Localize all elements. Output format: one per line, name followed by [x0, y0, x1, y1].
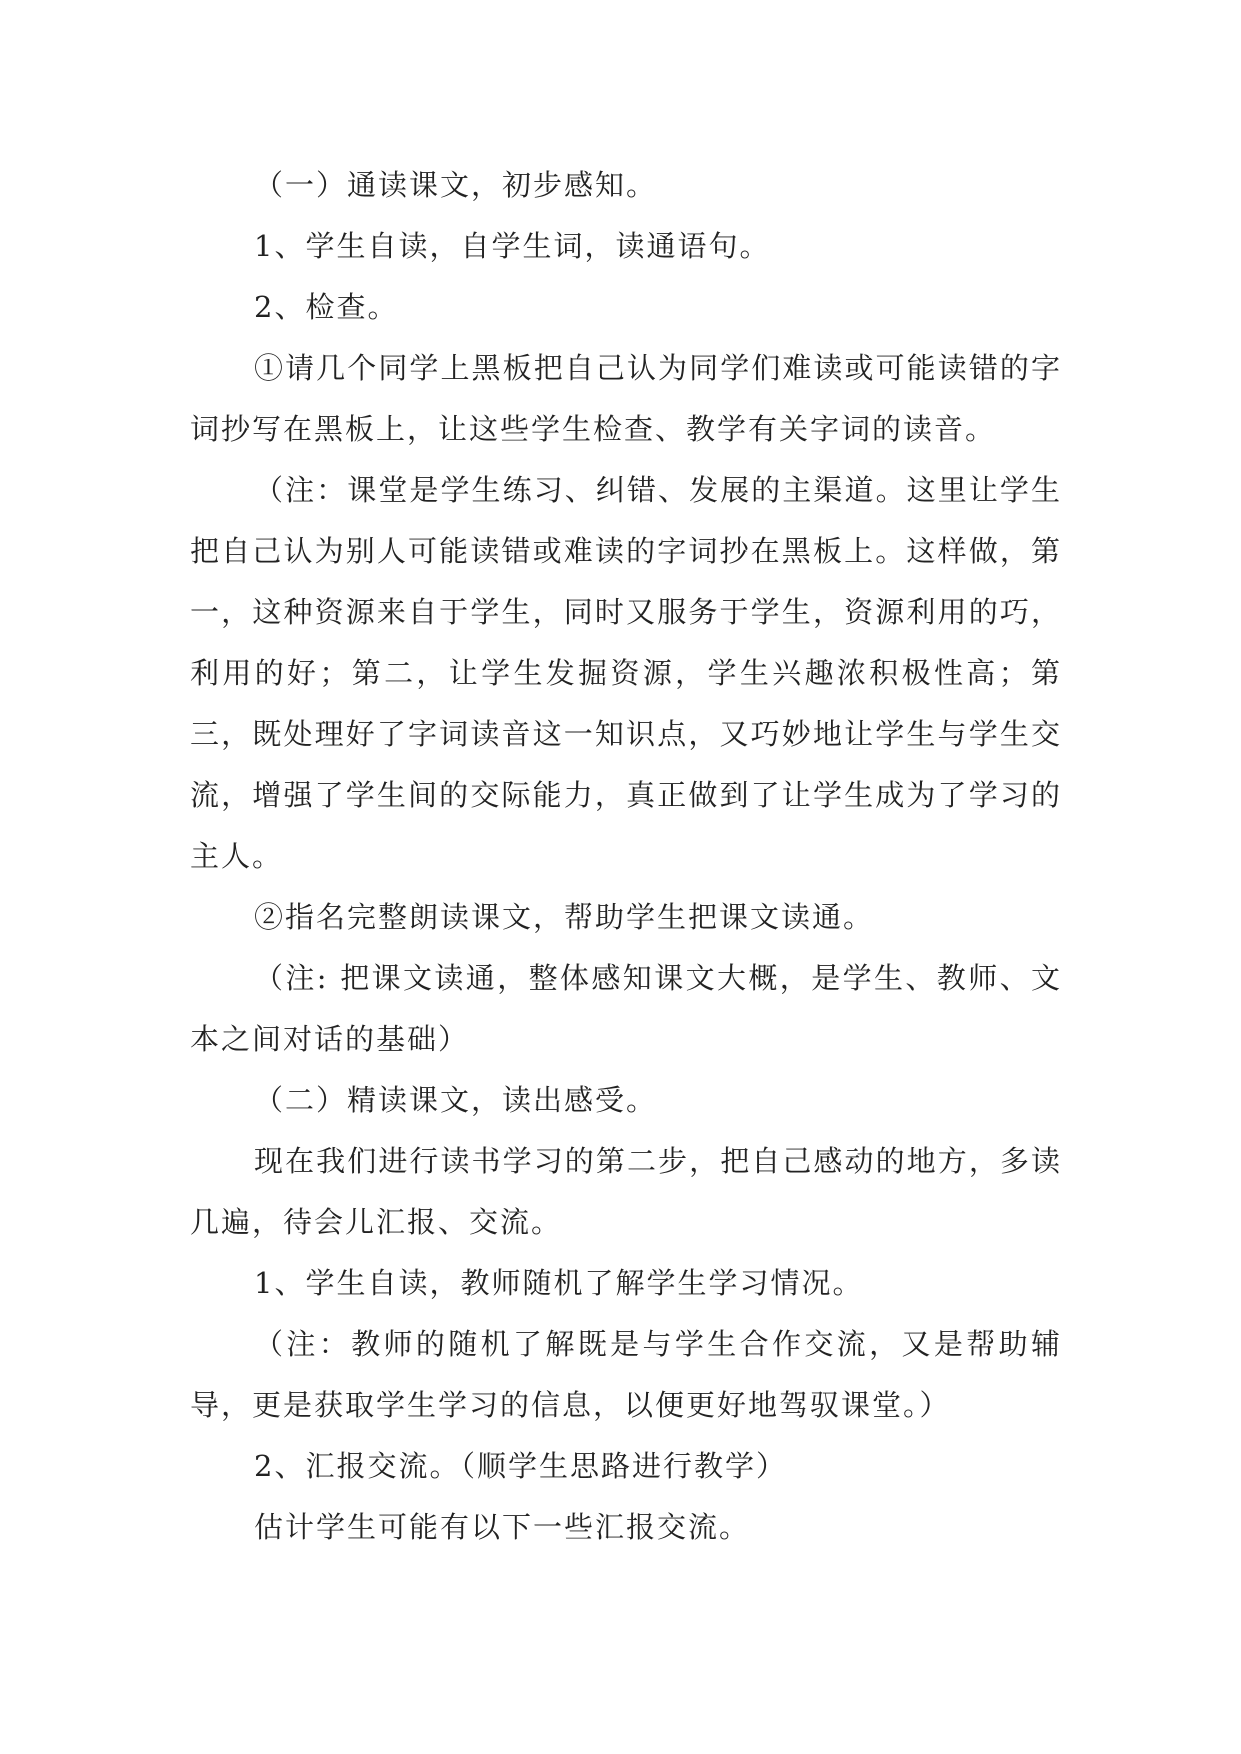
paragraph-step-2-report: 2、汇报交流。（顺学生思路进行教学） — [254, 1449, 787, 1483]
paragraph-second-step-intro: 现在我们进行读书学习的第二步，把自己感动的地方，多读几遍，待会儿汇报、交流。 — [190, 1144, 1062, 1239]
paragraph-step-2-check: 2、检查。 — [254, 290, 399, 324]
paragraph-item-2-read-aloud: ②指名完整朗读课文，帮助学生把课文读通。 — [254, 900, 875, 934]
paragraph-note-reading-through: （注: 把课文读通，整体感知课文大概，是学生、教师、文本之间对话的基础） — [190, 961, 1062, 1056]
paragraph-step-1-self-reading: 1、学生自读，自学生词，读通语句。 — [254, 229, 771, 263]
paragraph-item-1-blackboard: ①请几个同学上黑板把自己认为同学们难读或可能读错的字词抄写在黑板上，让这些学生检查、教学有关字词的读音。 — [190, 351, 1062, 446]
paragraph-section-two-heading: （二）精读课文，读出感受。 — [254, 1083, 658, 1117]
paragraph-step-1-teacher-observe: 1、学生自读，教师随机了解学生学习情况。 — [254, 1266, 864, 1300]
document-body — [190, 155, 1062, 1558]
paragraph-section-one-heading: （一）通读课文，初步感知。 — [254, 168, 658, 202]
paragraph-expected-reports: 估计学生可能有以下一些汇报交流。 — [254, 1510, 751, 1544]
paragraph-note-teacher-observe: （注：教师的随机了解既是与学生合作交流，又是帮助辅导，更是获取学生学习的信息，以便更好地驾驭课堂。） — [190, 1327, 1062, 1422]
paragraph-note-classroom: （注：课堂是学生练习、纠错、发展的主渠道。这里让学生把自己认为别人可能读错或难读的字词抄在黑板上。这样做，第一，这种资源来自于学生，同时又服务于学生，资源利用的巧，利用的好；第二，让学生发掘资源，学生兴趣浓积极性高；第三，既处理好了字词读音这一知识点，又巧妙地让学生与学生交流，增强了学生间的交际能力，真正做到了让学生成为了学习的主人。 — [190, 473, 1062, 873]
